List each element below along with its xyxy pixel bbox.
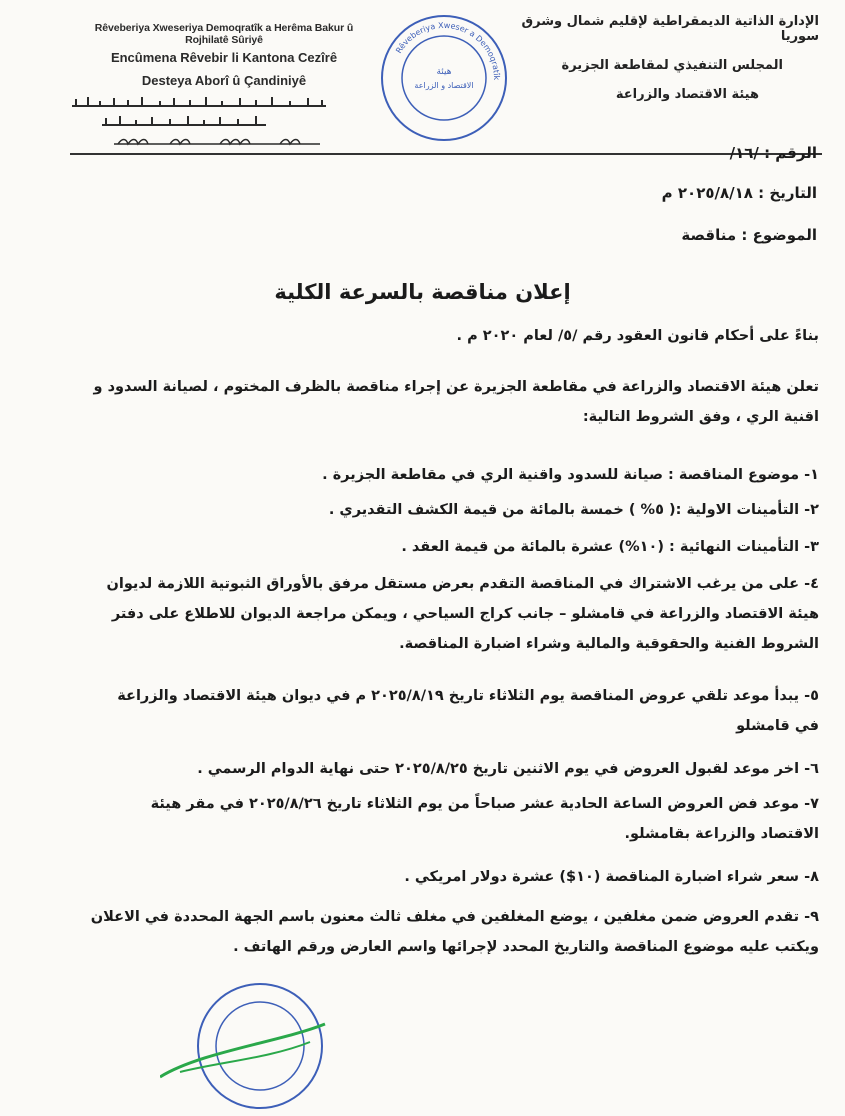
syriac-script-block: [70, 92, 370, 152]
stamp-ring-text: Rêveberiya Xweser a Demoqratîk: [394, 20, 502, 81]
condition-item: ٧- موعد فض العروض الساعة الحادية عشر صباحاً من يوم الثلاثاء تاريخ ٢٠٢٥/٨/٢٦ في مقر هيئة الاقتصاد والزراعة بقامشلو.: [150, 796, 819, 842]
header-left: [74, 22, 374, 88]
condition-item: ١- موضوع المناقصة : صيانة للسدود واقنية الري في مقاطعة الجزيرة .: [322, 467, 819, 483]
header-right-line2: المجلس التنفيذي لمقاطعة الجزيرة: [561, 58, 783, 73]
condition-item: ٨- سعر شراء اضبارة المناقصة (١٠$) عشرة دولار امريكي .: [404, 869, 819, 885]
document-date: التاريخ : ٢٠٢٥/٨/١٨ م: [661, 184, 817, 202]
header-right-line3: هيئة الاقتصاد والزراعة: [615, 87, 759, 102]
condition-item: ٩- تقدم العروض ضمن مغلفين ، يوضع المغلفين في مغلف ثالث معنون باسم الجهة المحددة في الاعلان ويكتب عليه موضوع المناقصة والتاريخ المحدد لإجرائها واسم العارض ورقم الهاتف .: [90, 909, 819, 955]
header-divider: [70, 153, 822, 155]
condition-item: ٣- التأمينات النهائية : (١٠%) عشرة بالمائة من قيمة العقد .: [401, 539, 819, 555]
header-right-line1: الإدارة الذاتية الديمقراطية لإقليم شمال وشرق سوريا: [521, 14, 819, 44]
official-stamp: [380, 14, 508, 142]
condition-item: ٦- اخر موعد لقبول العروض في يوم الاثنين تاريخ ٢٠٢٥/٨/٢٥ حتى نهاية الدوام الرسمي .: [197, 761, 819, 777]
header-left-line1: Rêveberiya Xweseriya Demoqratîk a Herêma Bakur û Rojhilatê Sûriyê: [94, 22, 354, 46]
condition-item: ٤- على من يرغب الاشتراك في المناقصة التقدم بعرض مستقل مرفق بالأوراق الثبوتية اللازمة لديوان هيئة الاقتصاد والزراعة في قامشلو – جانب كراج السياحي ، ويمكن مراجعة الديوان للاطلاع على دفتر الشروط الفنية والحقوقية والمالية وشراء اضبارة المناقصة.: [106, 576, 819, 652]
reference-number: الرقم : /١٦/: [729, 144, 817, 162]
signature-stroke: [160, 1024, 325, 1077]
header-left-line3: Desteya Aborî û Çandiniyê: [141, 73, 307, 88]
stamp-center-line2: الاقتصاد و الزراعة: [414, 81, 474, 90]
announcement-paragraph: تعلن هيئة الاقتصاد والزراعة في مقاطعة الجزيرة عن إجراء مناقصة بالظرف المختوم ، لصيانة السدود و اقنية الري ، وفق الشروط التالية:: [93, 379, 819, 425]
condition-item: ٥- يبدأ موعد تلقي عروض المناقصة يوم الثلاثاء تاريخ ٢٠٢٥/٨/١٩ م في ديوان هيئة الاقتصاد والزراعة في قامشلو: [117, 688, 819, 734]
header-right: [489, 14, 819, 102]
bottom-stamp: [160, 982, 330, 1112]
intro-paragraph: بناءً على أحكام قانون العقود رقم /٥/ لعام ٢٠٢٠ م .: [456, 328, 819, 344]
condition-item: ٢- التأمينات الاولية :( ٥% ) خمسة بالمائة من قيمة الكشف التقديري .: [328, 502, 819, 518]
document-subject: الموضوع : مناقصة: [681, 226, 817, 244]
stamp-center-line1: هيئة: [436, 67, 452, 77]
header-left-line2: Encûmena Rêvebir li Kantona Cezîrê: [110, 50, 338, 65]
document-title: إعلان مناقصة بالسرعة الكلية: [274, 280, 571, 304]
